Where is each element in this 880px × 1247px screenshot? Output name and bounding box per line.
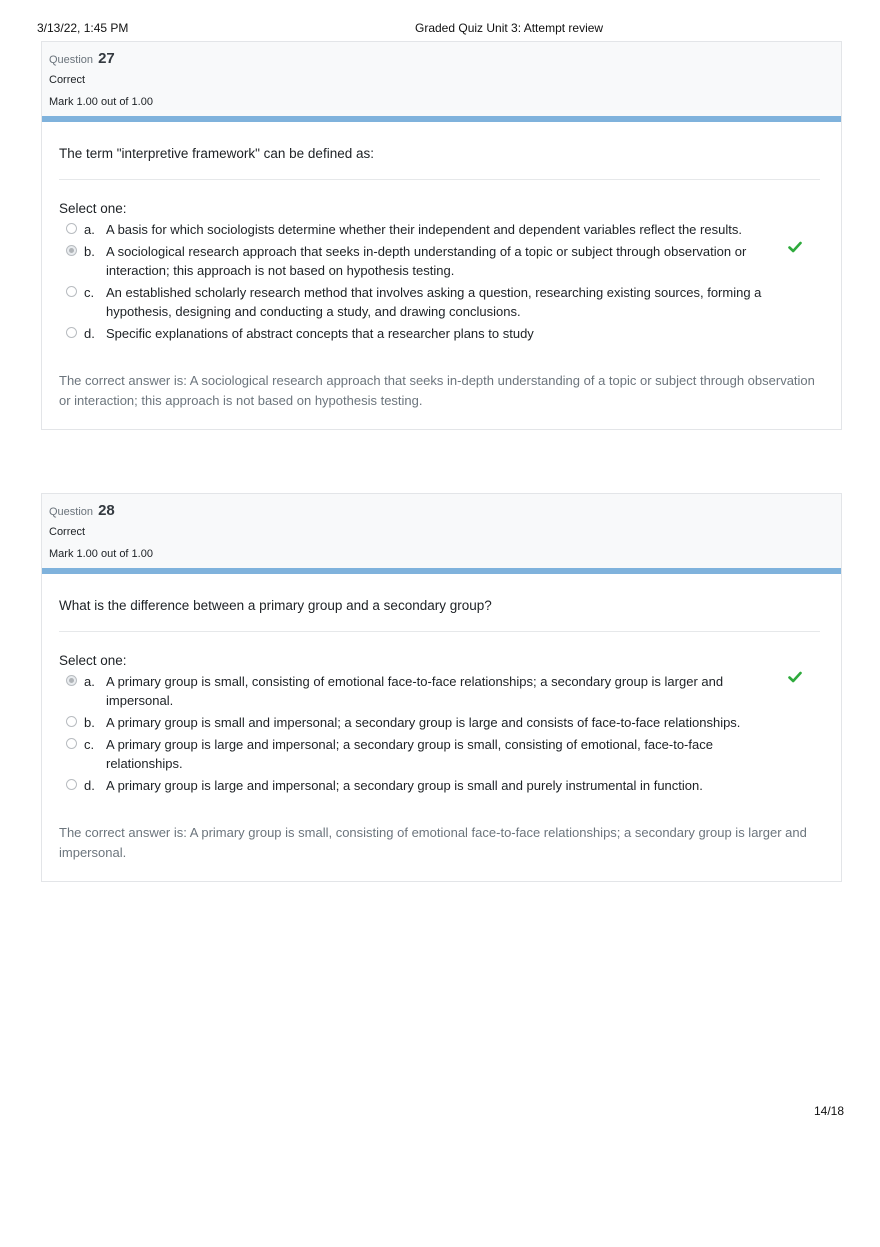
radio-icon[interactable] — [66, 286, 77, 297]
answer-option-d[interactable] — [59, 776, 824, 795]
question-label: Question — [49, 54, 94, 66]
question-state: Correct — [49, 526, 86, 538]
answer-text: Specific explanations of abstract concepts that a researcher plans to study — [106, 326, 534, 341]
question-27 — [41, 41, 842, 430]
answer-text: A basis for which sociologists determine whether their independent and dependent variables reflect the results. — [106, 222, 742, 237]
question-number — [49, 502, 115, 519]
answer-option-c[interactable] — [59, 735, 824, 773]
question-formulation — [59, 146, 824, 343]
answer-option-d[interactable] — [59, 324, 824, 343]
radio-icon[interactable] — [66, 779, 77, 790]
answer-text: A primary group is large and impersonal; a secondary group is small, consisting of emotional, face-to-face relationships. — [106, 737, 713, 771]
question-info — [42, 494, 841, 574]
answer-option-a[interactable] — [59, 220, 824, 239]
check-icon — [788, 240, 802, 254]
print-title: Graded Quiz Unit 3: Attempt review — [415, 21, 604, 35]
answer-option-b[interactable] — [59, 713, 824, 732]
print-datetime: 3/13/22, 1:45 PM — [37, 21, 129, 35]
question-formulation — [59, 598, 824, 795]
answer-prompt: Select one: — [59, 201, 127, 216]
radio-icon[interactable] — [66, 738, 77, 749]
question-grade: Mark 1.00 out of 1.00 — [49, 548, 153, 560]
question-number-value: 28 — [98, 502, 115, 519]
question-content — [42, 574, 841, 881]
radio-icon[interactable] — [66, 716, 77, 727]
question-text: What is the difference between a primary group and a secondary group? — [59, 598, 820, 632]
question-grade: Mark 1.00 out of 1.00 — [49, 96, 153, 108]
answer-letter: c. — [84, 737, 95, 752]
print-header — [0, 21, 880, 37]
radio-icon[interactable] — [66, 245, 77, 256]
answer-letter: a. — [84, 674, 95, 689]
question-content — [42, 122, 841, 429]
answer-option-a[interactable] — [59, 672, 824, 710]
correct-answer-feedback: The correct answer is: A sociological research approach that seeks in-depth understanding of a topic or subject through observation or interaction; this approach is not based on hypothesis testing. — [59, 373, 815, 408]
answer-letter: a. — [84, 222, 95, 237]
question-text: The term "interpretive framework" can be defined as: — [59, 146, 820, 180]
question-state: Correct — [49, 74, 86, 86]
answer-text: A primary group is small and impersonal; a secondary group is large and consists of face-to-face relationships. — [106, 715, 741, 730]
question-number-value: 27 — [98, 50, 115, 67]
radio-icon[interactable] — [66, 327, 77, 338]
answer-text: A primary group is small, consisting of emotional face-to-face relationships; a secondary group is larger and impersonal. — [106, 674, 724, 708]
answer-text: An established scholarly research method that involves asking a question, researching existing sources, forming a hypothesis, designing and conducting a study, and drawing conclusions. — [106, 285, 762, 319]
answer-letter: d. — [84, 326, 95, 341]
check-icon — [788, 670, 802, 684]
answer-text: A sociological research approach that seeks in-depth understanding of a topic or subject through observation or interaction; this approach is not based on hypothesis testing. — [106, 244, 747, 278]
answer-option-c[interactable] — [59, 283, 824, 321]
answer-letter: b. — [84, 715, 95, 730]
radio-icon[interactable] — [66, 223, 77, 234]
answer-letter: b. — [84, 244, 95, 259]
answer-prompt: Select one: — [59, 653, 127, 668]
page-number: 14/18 — [814, 1104, 845, 1118]
question-label: Question — [49, 506, 94, 518]
question-info — [42, 42, 841, 122]
question-28 — [41, 493, 842, 882]
answer-option-b[interactable] — [59, 242, 824, 280]
radio-icon[interactable] — [66, 675, 77, 686]
correct-answer-feedback: The correct answer is: A primary group is small, consisting of emotional face-to-face relationships; a secondary group is larger and impersonal. — [59, 825, 807, 860]
question-number — [49, 50, 115, 67]
answer-text: A primary group is large and impersonal; a secondary group is small and purely instrumental in function. — [106, 778, 703, 793]
answer-letter: c. — [84, 285, 95, 300]
answer-letter: d. — [84, 778, 95, 793]
